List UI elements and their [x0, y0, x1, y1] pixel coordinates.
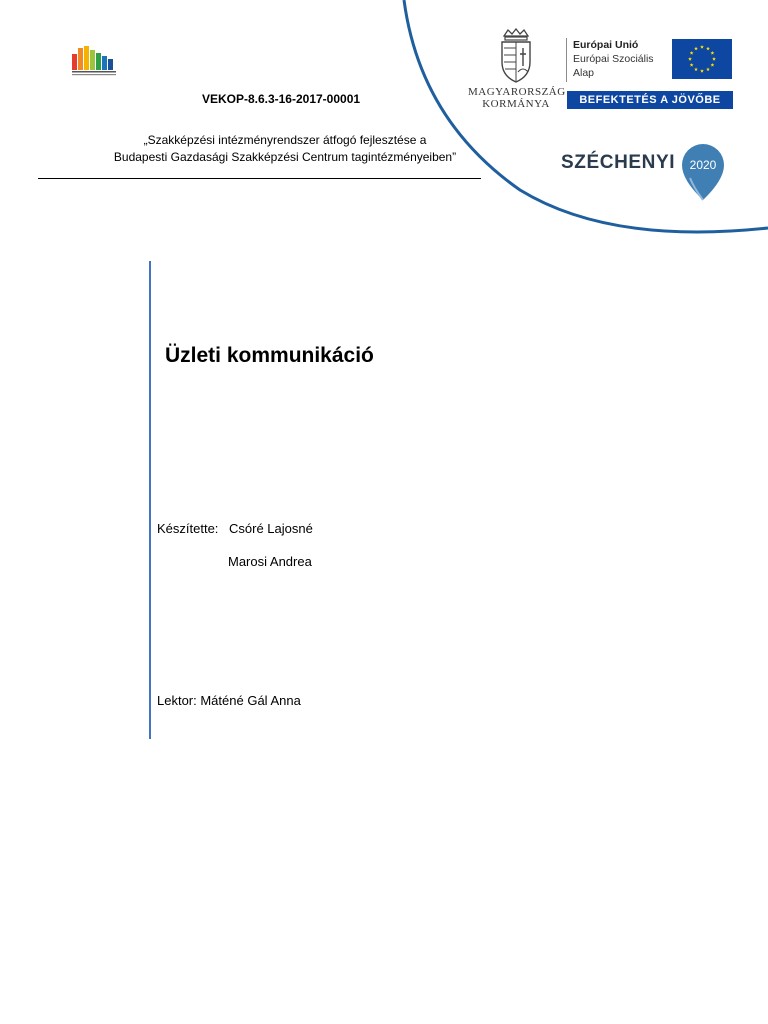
befektetes-banner: BEFEKTETÉS A JÖVŐBE — [567, 91, 733, 109]
eu-text-block — [566, 38, 677, 82]
bgszc-logo-icon — [70, 44, 120, 78]
project-title — [60, 132, 510, 166]
eu-line-3: Alap — [573, 67, 595, 79]
hungarian-crest-icon — [494, 28, 538, 84]
authors-label: Készítette: — [157, 521, 219, 536]
government-logo-text — [468, 86, 564, 110]
author-name: Csóré Lajosné — [229, 521, 313, 536]
reviewer-line: Lektor: Máténé Gál Anna — [157, 693, 301, 708]
project-title-line-1: „Szakképzési intézményrendszer átfogó fejlesztése a — [143, 133, 427, 147]
project-title-line-2: Budapesti Gazdasági Szakképzési Centrum tagintézményeiben” — [113, 150, 457, 164]
eu-line-2: Európai Szociális — [573, 53, 654, 65]
government-line-2: KORMÁNYA — [482, 98, 550, 110]
szechenyi-year: 2020 — [689, 158, 717, 172]
document-title: Üzleti kommunikáció — [165, 344, 374, 367]
header-divider — [38, 178, 481, 179]
eu-line-1: Európai Unió — [573, 39, 639, 51]
left-accent-rule — [149, 261, 151, 739]
government-line-1: MAGYARORSZÁG — [468, 86, 566, 98]
map-pin-icon — [680, 142, 726, 202]
eu-flag-icon — [672, 39, 732, 79]
project-code: VEKOP-8.6.3-16-2017-00001 — [201, 92, 361, 106]
szechenyi-logo-text: SZÉCHENYI — [561, 152, 676, 173]
author-name: Marosi Andrea — [228, 554, 312, 569]
